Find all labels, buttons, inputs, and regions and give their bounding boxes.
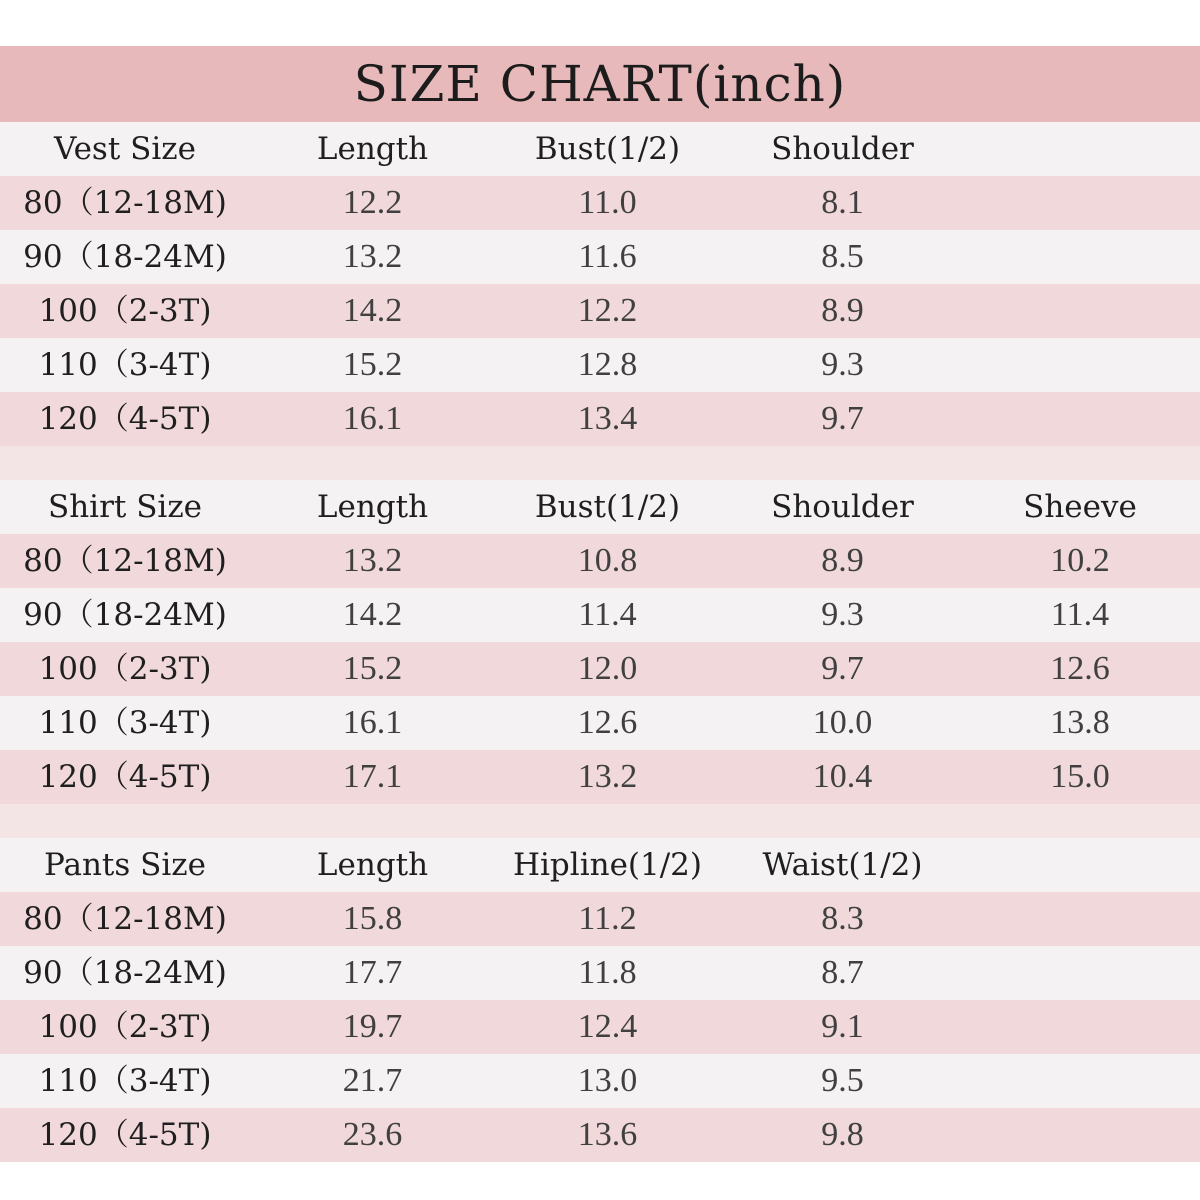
table-row xyxy=(0,892,1200,946)
size-label: 110（3-4T) xyxy=(38,1063,212,1099)
measurement-value: 8.9 xyxy=(821,542,864,579)
table-row xyxy=(0,1054,1200,1108)
measurement-value: 13.8 xyxy=(1050,704,1110,741)
column-header: Vest Size xyxy=(54,131,196,167)
column-header: Length xyxy=(316,489,429,525)
measurement-value: 8.1 xyxy=(821,184,864,221)
size-label: 120（4-5T) xyxy=(38,759,212,795)
column-header: Bust(1/2) xyxy=(534,131,681,167)
measurement-value: 13.2 xyxy=(342,238,403,275)
measurement-value: 9.7 xyxy=(821,650,864,687)
measurement-value: 12.8 xyxy=(577,346,638,383)
table-header-row xyxy=(0,838,1200,892)
size-label: 120（4-5T) xyxy=(38,1117,212,1153)
table-header-row xyxy=(0,122,1200,176)
measurement-value: 12.4 xyxy=(577,1008,638,1045)
size-label: 80（12-18M) xyxy=(23,901,227,937)
size-label: 80（12-18M) xyxy=(23,543,227,579)
measurement-value: 11.6 xyxy=(578,238,637,275)
measurement-value: 12.6 xyxy=(577,704,638,741)
measurement-value: 11.2 xyxy=(578,900,637,937)
measurement-value: 10.4 xyxy=(812,758,873,795)
table-row xyxy=(0,392,1200,446)
column-header: Waist(1/2) xyxy=(762,847,923,883)
column-header: Bust(1/2) xyxy=(534,489,681,525)
table-row xyxy=(0,696,1200,750)
column-header: Shirt Size xyxy=(47,489,203,525)
measurement-value: 17.1 xyxy=(342,758,403,795)
size-label: 100（2-3T) xyxy=(38,651,212,687)
measurement-value: 9.5 xyxy=(821,1062,864,1099)
vest-size-table xyxy=(0,122,1200,446)
column-header: Hipline(1/2) xyxy=(512,847,702,883)
measurement-value: 10.2 xyxy=(1050,542,1110,579)
measurement-value: 13.0 xyxy=(577,1062,638,1099)
table-row xyxy=(0,750,1200,804)
measurement-value: 9.3 xyxy=(821,346,864,383)
measurement-value: 10.0 xyxy=(812,704,873,741)
column-header: Length xyxy=(316,131,429,167)
measurement-value: 13.6 xyxy=(577,1116,638,1153)
measurement-value: 13.2 xyxy=(577,758,638,795)
size-label: 120（4-5T) xyxy=(38,401,212,437)
table-row xyxy=(0,338,1200,392)
table-row xyxy=(0,588,1200,642)
table-row xyxy=(0,176,1200,230)
chart-title: SIZE CHART(inch) xyxy=(353,55,847,113)
table-row xyxy=(0,946,1200,1000)
size-label: 110（3-4T) xyxy=(38,705,212,741)
measurement-value: 16.1 xyxy=(342,704,403,741)
measurement-value: 11.0 xyxy=(578,184,637,221)
measurement-value: 10.8 xyxy=(577,542,638,579)
measurement-value: 8.3 xyxy=(821,900,864,937)
table-row xyxy=(0,642,1200,696)
measurement-value: 11.4 xyxy=(578,596,637,633)
size-tables xyxy=(0,122,1200,1162)
table-header-row xyxy=(0,480,1200,534)
table-row xyxy=(0,534,1200,588)
size-label: 90（18-24M) xyxy=(23,239,227,275)
measurement-value: 13.2 xyxy=(342,542,403,579)
measurement-value: 15.2 xyxy=(342,346,403,383)
title-band xyxy=(0,46,1200,122)
size-label: 100（2-3T) xyxy=(38,1009,212,1045)
column-header: Shoulder xyxy=(771,131,914,167)
measurement-value: 15.8 xyxy=(342,900,403,937)
measurement-value: 12.0 xyxy=(577,650,638,687)
measurement-value: 8.9 xyxy=(821,292,864,329)
size-label: 80（12-18M) xyxy=(23,185,227,221)
measurement-value: 9.7 xyxy=(821,400,864,437)
section-divider xyxy=(0,446,1200,480)
table-row xyxy=(0,1000,1200,1054)
section-divider xyxy=(0,804,1200,838)
column-header: Sheeve xyxy=(1023,489,1137,525)
measurement-value: 11.8 xyxy=(578,954,637,991)
measurement-value: 17.7 xyxy=(342,954,403,991)
size-label: 110（3-4T) xyxy=(38,347,212,383)
table-row xyxy=(0,1108,1200,1162)
pants-size-table xyxy=(0,838,1200,1162)
size-label: 90（18-24M) xyxy=(23,597,227,633)
measurement-value: 9.1 xyxy=(821,1008,864,1045)
measurement-value: 8.5 xyxy=(821,238,864,275)
shirt-size-table xyxy=(0,480,1200,804)
measurement-value: 8.7 xyxy=(821,954,864,991)
measurement-value: 15.0 xyxy=(1050,758,1110,795)
measurement-value: 14.2 xyxy=(342,596,403,633)
measurement-value: 12.2 xyxy=(342,184,403,221)
size-label: 100（2-3T) xyxy=(38,293,212,329)
measurement-value: 16.1 xyxy=(342,400,403,437)
measurement-value: 14.2 xyxy=(342,292,403,329)
column-header: Pants Size xyxy=(44,847,206,883)
measurement-value: 12.2 xyxy=(577,292,638,329)
column-header: Shoulder xyxy=(771,489,914,525)
measurement-value: 12.6 xyxy=(1050,650,1110,687)
size-label: 90（18-24M) xyxy=(23,955,227,991)
size-chart-sheet xyxy=(0,46,1200,1156)
measurement-value: 11.4 xyxy=(1050,596,1110,633)
table-row xyxy=(0,284,1200,338)
measurement-value: 13.4 xyxy=(577,400,638,437)
measurement-value: 9.8 xyxy=(821,1116,864,1153)
column-header: Length xyxy=(316,847,429,883)
measurement-value: 9.3 xyxy=(821,596,864,633)
measurement-value: 15.2 xyxy=(342,650,403,687)
measurement-value: 21.7 xyxy=(342,1062,403,1099)
table-row xyxy=(0,230,1200,284)
measurement-value: 23.6 xyxy=(342,1116,403,1153)
measurement-value: 19.7 xyxy=(342,1008,403,1045)
